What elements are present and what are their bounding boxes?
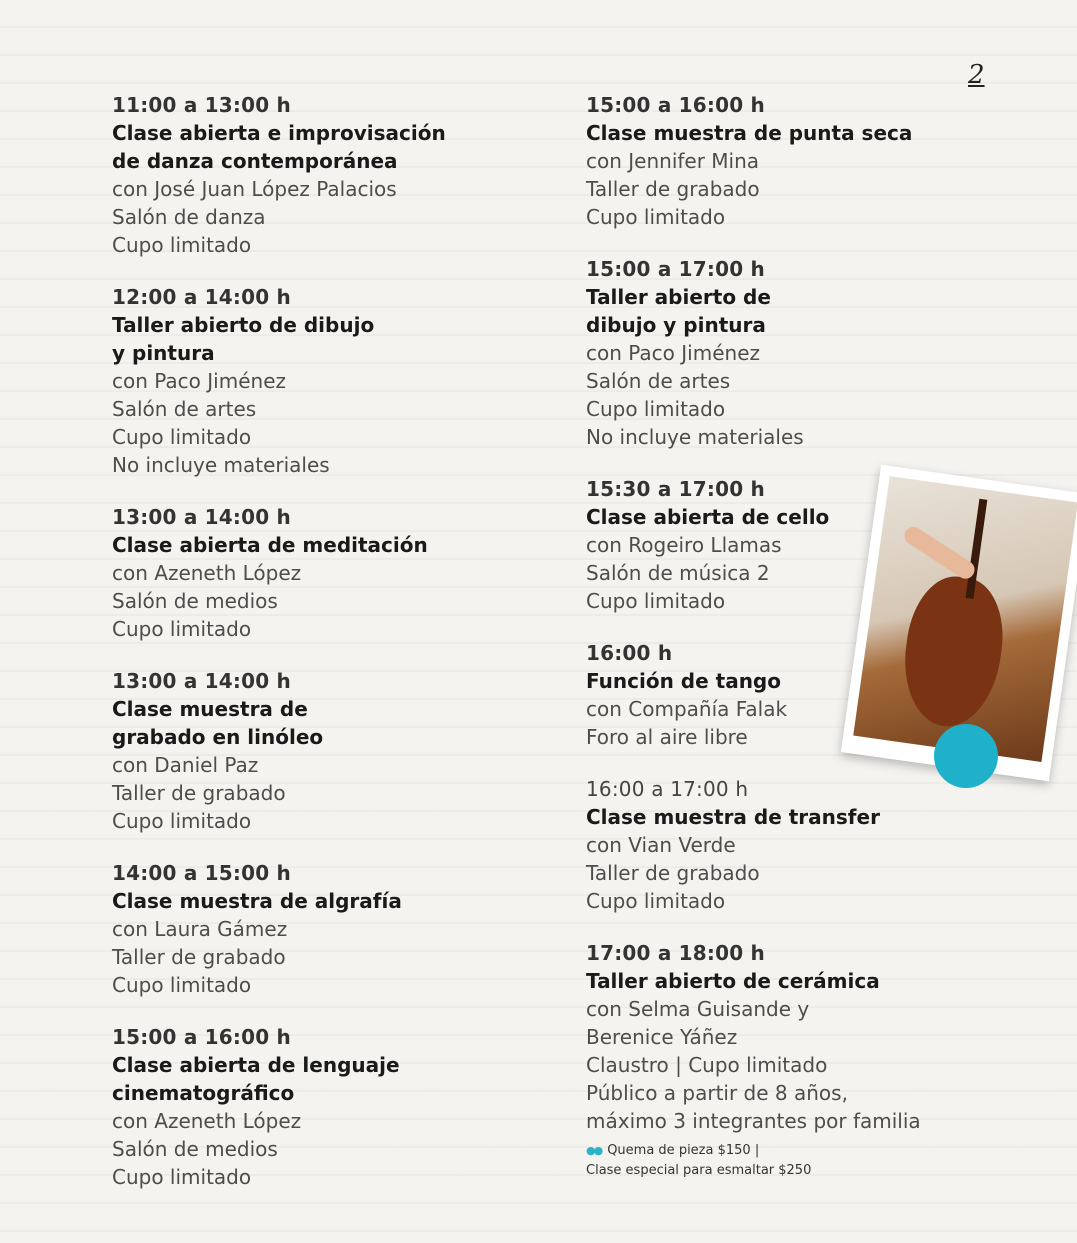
event-detail: Salón de música 2 [586,561,770,585]
event-detail: Taller de grabado [586,177,760,201]
event-note-text: Clase especial para esmaltar $250 [586,1163,812,1178]
event-detail: Taller de grabado [586,861,760,885]
schedule-event [112,668,552,835]
event-detail: Cupo limitado [112,1165,252,1189]
event-note-text: Quema de pieza $150 | [607,1143,760,1158]
event-detail: Cupo limitado [586,205,726,229]
event-title: Taller abierto de dibujo y pintura [586,285,771,337]
event-time: 15:30 a 17:00 h [586,477,765,501]
event-detail: Salón de danza [112,205,266,229]
event-detail: con Laura Gámez [112,917,288,941]
event-detail: con Azeneth López [112,1109,302,1133]
event-title: Clase abierta de meditación [112,533,428,557]
event-detail: No incluye materiales [586,425,804,449]
event-time: 11:00 a 13:00 h [112,93,291,117]
event-time: 16:00 h [586,641,673,665]
event-detail: Salón de artes [586,369,731,393]
event-detail: con Selma Guisande y [586,997,810,1021]
event-detail: Taller de grabado [112,781,286,805]
event-time: 15:00 a 16:00 h [112,1025,291,1049]
event-detail: Foro al aire libre [586,725,748,749]
event-detail: Cupo limitado [586,397,726,421]
event-detail: Claustro | Cupo limitado [586,1053,828,1077]
schedule-column-left [112,92,552,1216]
event-detail: Cupo limitado [112,233,252,257]
event-detail: No incluye materiales [112,453,330,477]
event-detail: Cupo limitado [112,809,252,833]
event-note [586,1141,1006,1161]
schedule-event [112,92,552,259]
event-detail: con Paco Jiménez [112,369,286,393]
event-time: 13:00 a 14:00 h [112,505,291,529]
event-detail: máximo 3 integrantes por familia [586,1109,921,1133]
event-time: 16:00 a 17:00 h [586,777,749,801]
event-time: 17:00 a 18:00 h [586,941,765,965]
event-time: 12:00 a 14:00 h [112,285,291,309]
schedule-event [586,776,1006,915]
event-detail: con Compañía Falak [586,697,788,721]
schedule-event [112,504,552,643]
event-title: Clase abierta de cello [586,505,830,529]
cello-shape [896,571,1011,733]
event-time: 15:00 a 17:00 h [586,257,765,281]
note-marker-icon: ●● [586,1144,602,1157]
event-detail: con Jennifer Mina [586,149,760,173]
event-title: Clase muestra de punta seca [586,121,913,145]
player-arm [901,523,978,582]
event-time: 14:00 a 15:00 h [112,861,291,885]
schedule-event [112,284,552,479]
event-detail: Público a partir de 8 años, [586,1081,848,1105]
event-detail: con Paco Jiménez [586,341,760,365]
event-title: Función de tango [586,669,781,693]
decorative-circle [934,724,998,788]
schedule-event [586,940,1006,1181]
event-title: Clase abierta de lenguaje cinematográfico [112,1053,400,1105]
event-title: Taller abierto de cerámica [586,969,880,993]
schedule-event [112,1024,552,1191]
schedule-event [112,860,552,999]
photo-image [853,476,1077,762]
event-time: 15:00 a 16:00 h [586,93,765,117]
event-title: Clase muestra de transfer [586,805,880,829]
event-detail: Salón de medios [112,1137,278,1161]
event-detail: Salón de medios [112,589,278,613]
schedule-event [586,92,1006,231]
event-detail: Taller de grabado [112,945,286,969]
event-detail: Cupo limitado [112,425,252,449]
event-detail: Cupo limitado [112,973,252,997]
event-detail: con Rogeiro Llamas [586,533,782,557]
event-detail: con Vian Verde [586,833,736,857]
event-title: Clase muestra de algrafía [112,889,402,913]
event-detail: Berenice Yáñez [586,1025,738,1049]
event-title: Clase muestra de grabado en linóleo [112,697,324,749]
event-detail: Cupo limitado [112,617,252,641]
schedule-event [586,256,1006,451]
event-detail: con José Juan López Palacios [112,177,397,201]
event-detail: Cupo limitado [586,589,726,613]
event-detail: con Daniel Paz [112,753,259,777]
event-note [586,1161,1006,1181]
event-detail: Cupo limitado [586,889,726,913]
event-title: Clase abierta e improvisación de danza contemporánea [112,121,446,173]
event-notes [586,1141,1006,1181]
event-detail: Salón de artes [112,397,257,421]
event-time: 13:00 a 14:00 h [112,669,291,693]
page-number: 2 [968,60,985,90]
event-detail: con Azeneth López [112,561,302,585]
event-title: Taller abierto de dibujo y pintura [112,313,375,365]
